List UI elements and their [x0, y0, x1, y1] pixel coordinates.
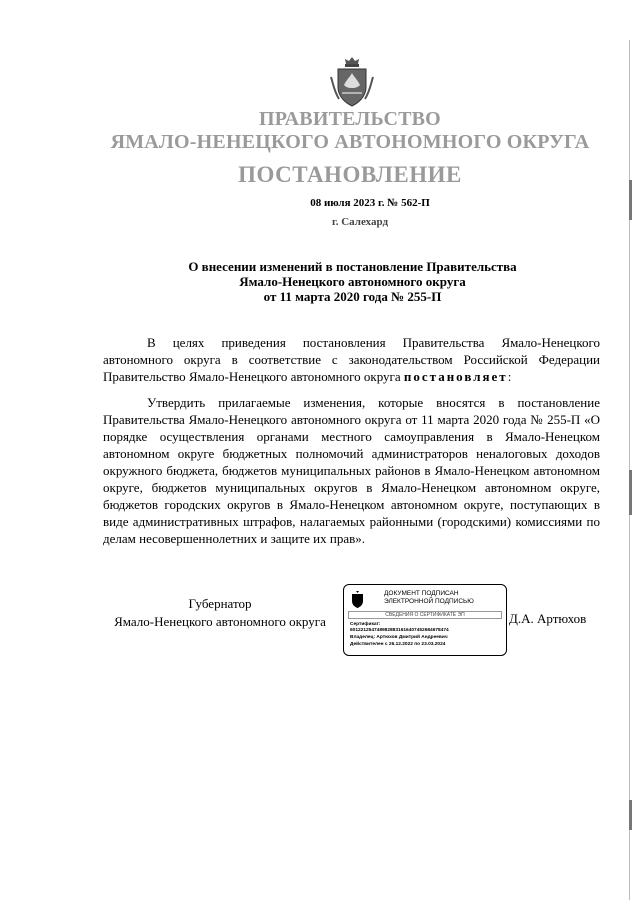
signatory-title-line: Ямало-Ненецкого автономного округа [114, 614, 326, 629]
signatory-name: Д.А. Артюхов [509, 611, 587, 626]
electronic-signature-stamp [343, 584, 507, 656]
subject-line: от 11 марта 2020 года № 255-П [263, 289, 442, 304]
coat-of-arms-emblem-icon [330, 55, 374, 107]
page-edge-mark [629, 800, 632, 830]
stamp-heading [384, 590, 474, 606]
resolves-word: постановляет [403, 369, 508, 384]
stamp-emblem-icon [350, 590, 365, 608]
document-city: г. Салехард [331, 216, 389, 228]
signatory-title-line: Губернатор [188, 596, 252, 611]
stamp-owner: Владелец: Артюхов Дмитрий Андреевич [350, 635, 448, 640]
page-edge-mark [629, 470, 632, 515]
document-date-number: 08 июля 2023 г. № 562-П [310, 197, 430, 209]
preamble-end: : [507, 369, 512, 384]
operative-paragraph: Утвердить прилагаемые изменения, которые вносятся в постановление Правительства Ямало-Ненецкого автономного округа от 11 марта 2020 года № 255-П «О порядке осуществления органами местного самоуправления в Ямало-Ненецком автономном округе бюджетных полномочий администраторов неналоговых доходов окружного бюджета, бюджетов муниципальных районов в Ямало-Ненецком автономном округе, бюджетов муниципальных округов в Ямало-Ненецком автономном округе, бюджетов городских округов в Ямало-Ненецком автономном округе, поступающих в виде административных штрафов, налагаемых районными (городскими) комиссиями по делам несовершеннолетних и защите их прав». [103, 395, 600, 546]
subject-line: Ямало-Ненецкого автономного округа [239, 274, 466, 289]
government-region: ЯМАЛО-НЕНЕЦКОГО АВТОНОМНОГО ОКРУГА [110, 131, 590, 153]
preamble-text: В целях приведения постановления Правительства Ямало-Ненецкого автономного округа в соответствие с законодательством Российской Федерации Правительство Ямало-Ненецкого автономного округа [103, 335, 600, 384]
stamp-cert-number: 6012212547489828831616407452684678474 [350, 628, 449, 633]
signatory-title [100, 595, 340, 631]
subject-line: О внесении изменений в постановление Правительства [188, 259, 517, 274]
document-subject [160, 259, 545, 304]
government-title: ПРАВИТЕЛЬСТВО [259, 108, 441, 130]
document-type: ПОСТАНОВЛЕНИЕ [238, 162, 462, 187]
stamp-validity: Действителен с 26.12.2022 по 23.03.2024 [350, 642, 446, 647]
preamble-paragraph [103, 334, 600, 385]
stamp-heading-line: ЭЛЕКТРОННОЙ ПОДПИСЬЮ [384, 598, 474, 605]
stamp-cert-label: Сертификат: [350, 622, 381, 627]
stamp-heading-line: ДОКУМЕНТ ПОДПИСАН [384, 590, 459, 597]
stamp-certificate-bar: СВЕДЕНИЯ О СЕРТИФИКАТЕ ЭП [348, 611, 502, 619]
